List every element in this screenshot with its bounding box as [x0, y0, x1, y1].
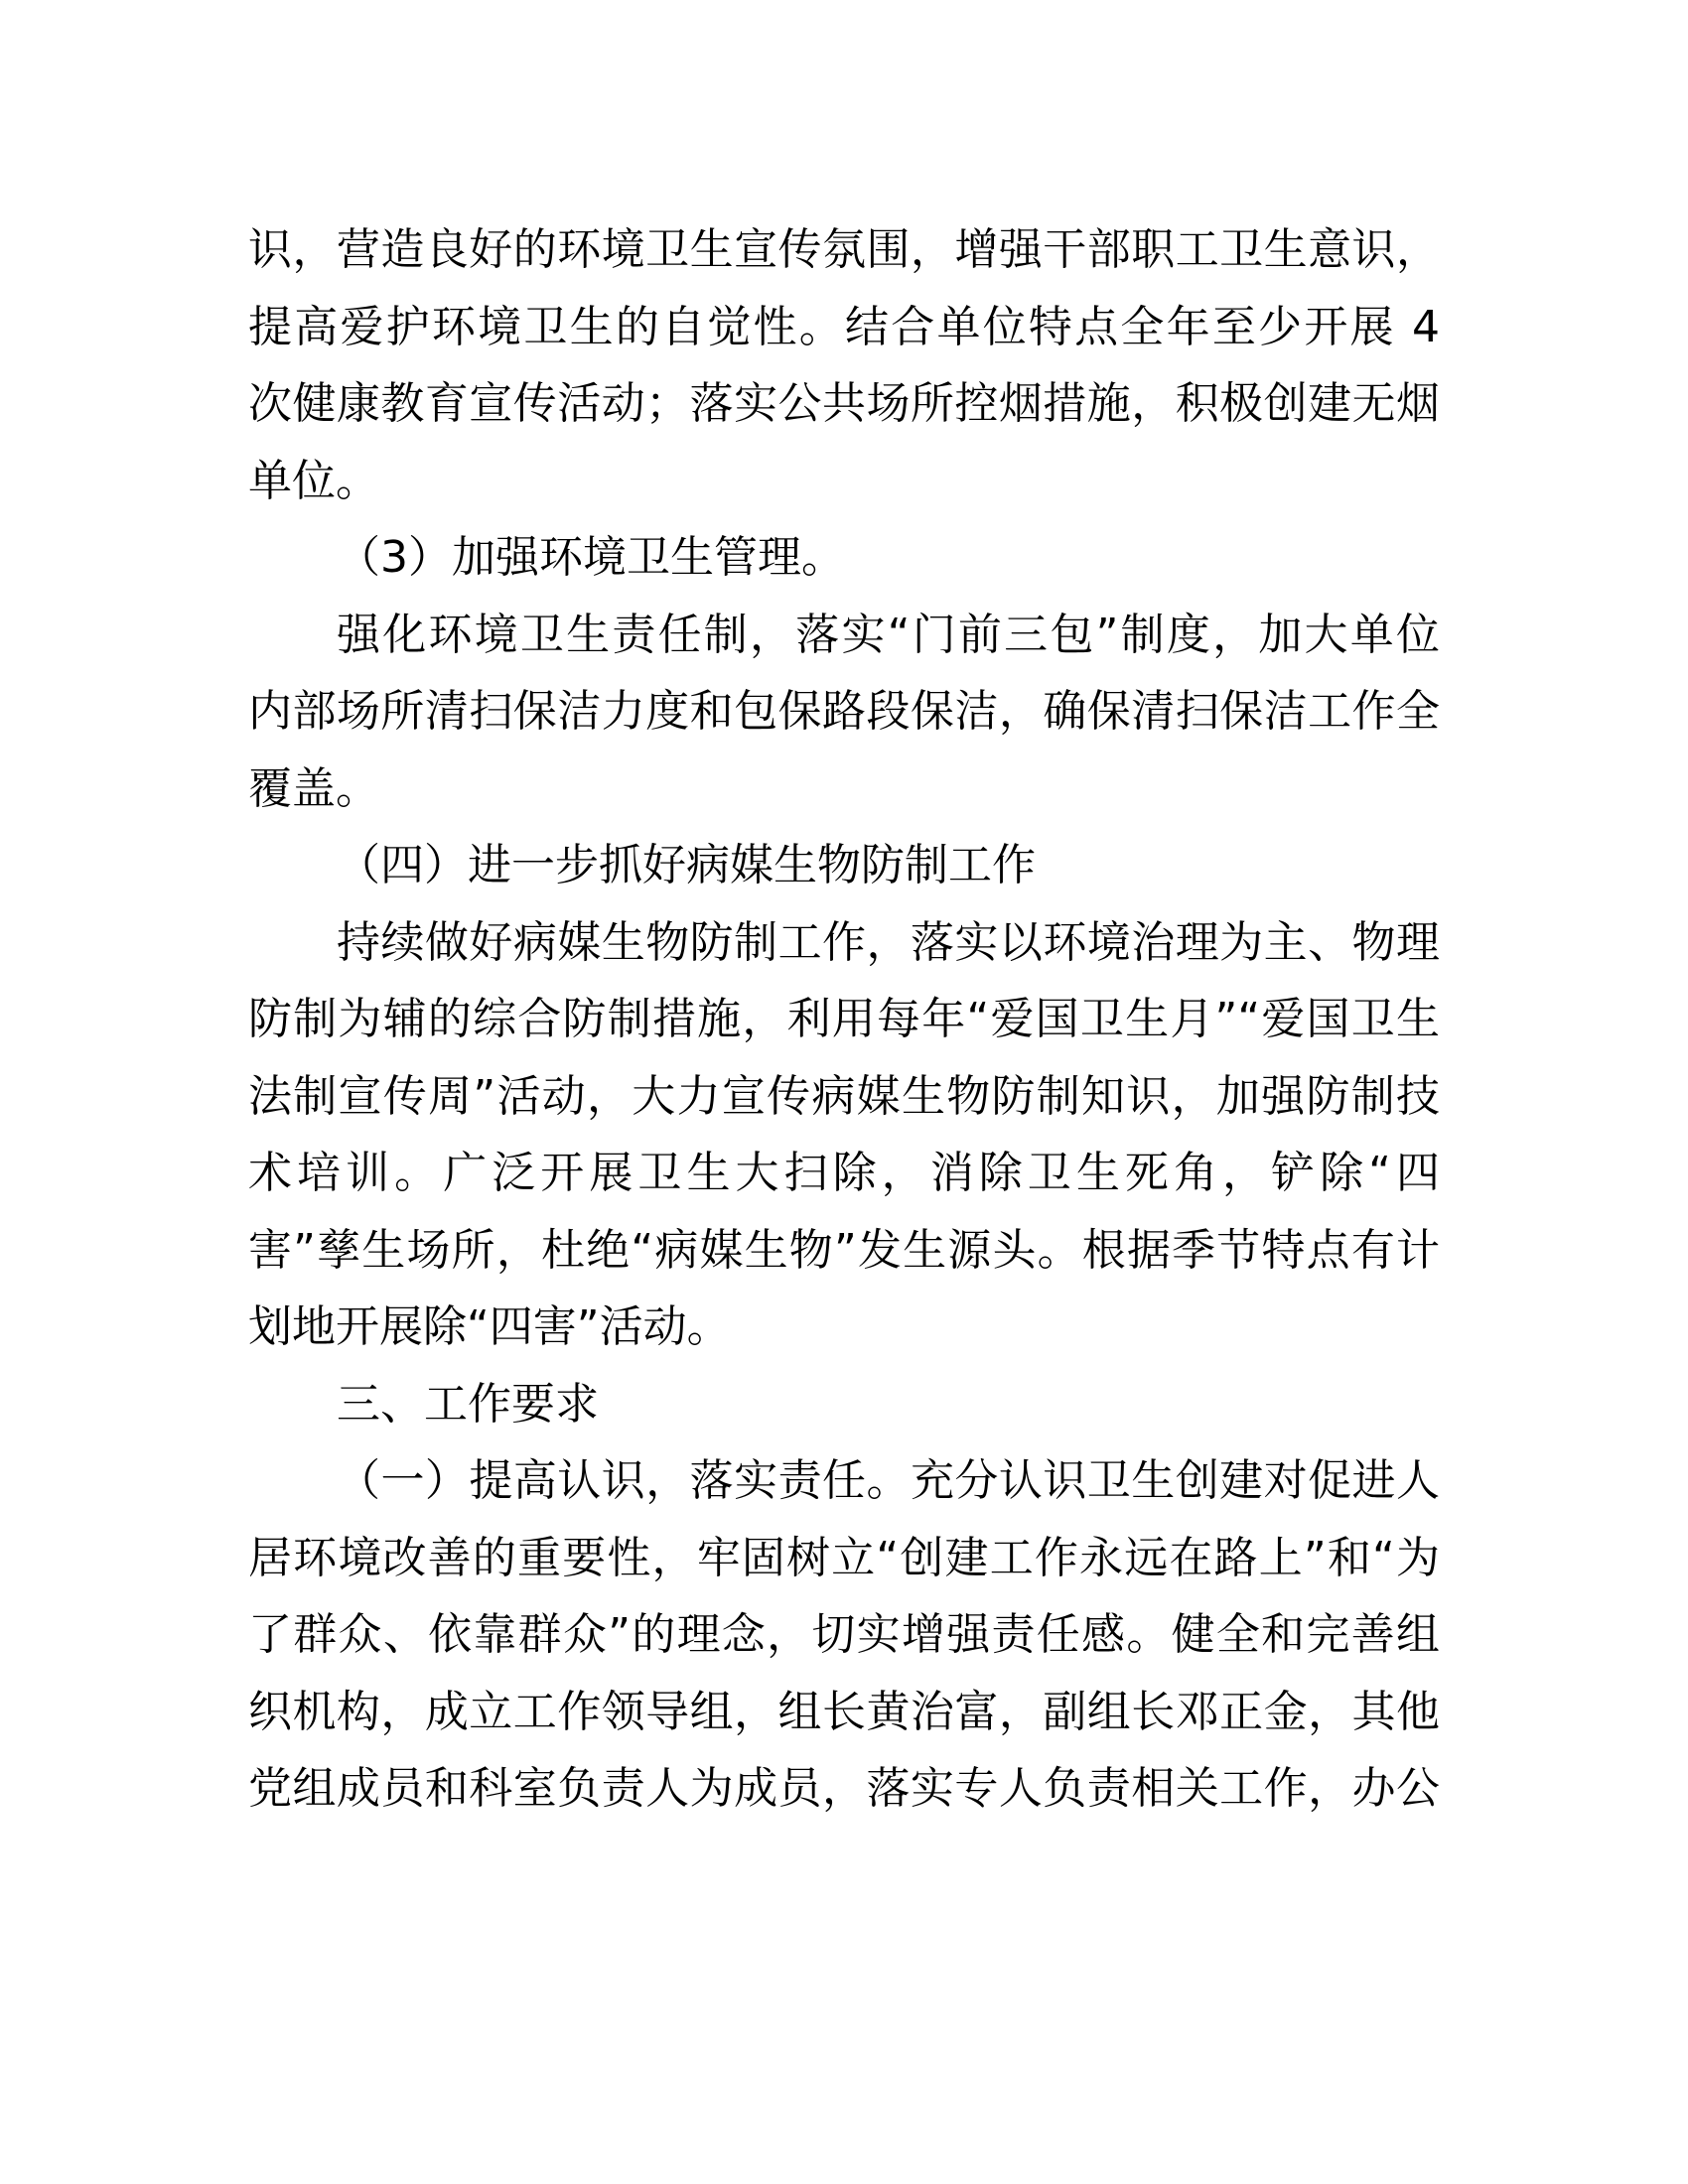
- paragraph-line: 害”孳生场所，杜绝“病媒生物”发生源头。根据季节特点有计: [248, 1224, 1440, 1276]
- paragraph-line: 法制宣传周”活动，大力宣传病媒生物防制知识，加强防制技: [248, 1070, 1440, 1122]
- paragraph-line: 提高爱护环境卫生的自觉性。结合单位特点全年至少开展 4: [248, 301, 1440, 352]
- document-body: [248, 211, 1440, 1828]
- paragraph-line: 次健康教育宣传活动；落实公共场所控烟措施，积极创建无烟: [248, 378, 1440, 429]
- section-heading-3: [248, 519, 1440, 597]
- paragraph-awareness-continuation: [248, 211, 1440, 519]
- paragraph-line: 持续做好病媒生物防制工作，落实以环境治理为主、物理: [337, 916, 1440, 968]
- paragraph-environment-management: [248, 597, 1440, 828]
- paragraph-line: 覆盖。: [248, 762, 379, 814]
- paragraph-line: 划地开展除“四害”活动。: [248, 1301, 731, 1352]
- paragraph-line: （一）提高认识，落实责任。充分认识卫生创建对促进人: [337, 1455, 1440, 1506]
- paragraph-line: 强化环境卫生责任制，落实“门前三包”制度，加大单位: [337, 609, 1440, 660]
- paragraph-line: 党组成员和科室负责人为成员，落实专人负责相关工作，办公: [248, 1763, 1440, 1814]
- heading-line: 三、工作要求: [337, 1378, 599, 1430]
- paragraph-raise-awareness: [248, 1442, 1440, 1828]
- section-heading-work-requirements: [248, 1366, 1440, 1443]
- paragraph-vector-control: [248, 904, 1440, 1366]
- paragraph-line: 内部场所清扫保洁力度和包保路段保洁，确保清扫保洁工作全: [248, 686, 1440, 737]
- paragraph-line: 单位。: [248, 455, 379, 506]
- section-heading-4: [248, 827, 1440, 904]
- heading-line: （3）加强环境卫生管理。: [337, 532, 845, 583]
- heading-line: （四）进一步抓好病媒生物防制工作: [337, 840, 1036, 890]
- paragraph-line: 术培训。广泛开展卫生大扫除，消除卫生死角，铲除“四: [248, 1148, 1440, 1198]
- paragraph-line: 了群众、依靠群众”的理念，切实增强责任感。健全和完善组: [248, 1609, 1440, 1660]
- paragraph-line: 防制为辅的综合防制措施，利用每年“爱国卫生月”“爱国卫生: [248, 994, 1440, 1044]
- paragraph-line: 织机构，成立工作领导组，组长黄治富，副组长邓正金，其他: [248, 1686, 1440, 1737]
- paragraph-line: 识，营造良好的环境卫生宣传氛围，增强干部职工卫生意识，: [248, 224, 1440, 275]
- paragraph-line: 居环境改善的重要性，牢固树立“创建工作永远在路上”和“为: [248, 1532, 1440, 1583]
